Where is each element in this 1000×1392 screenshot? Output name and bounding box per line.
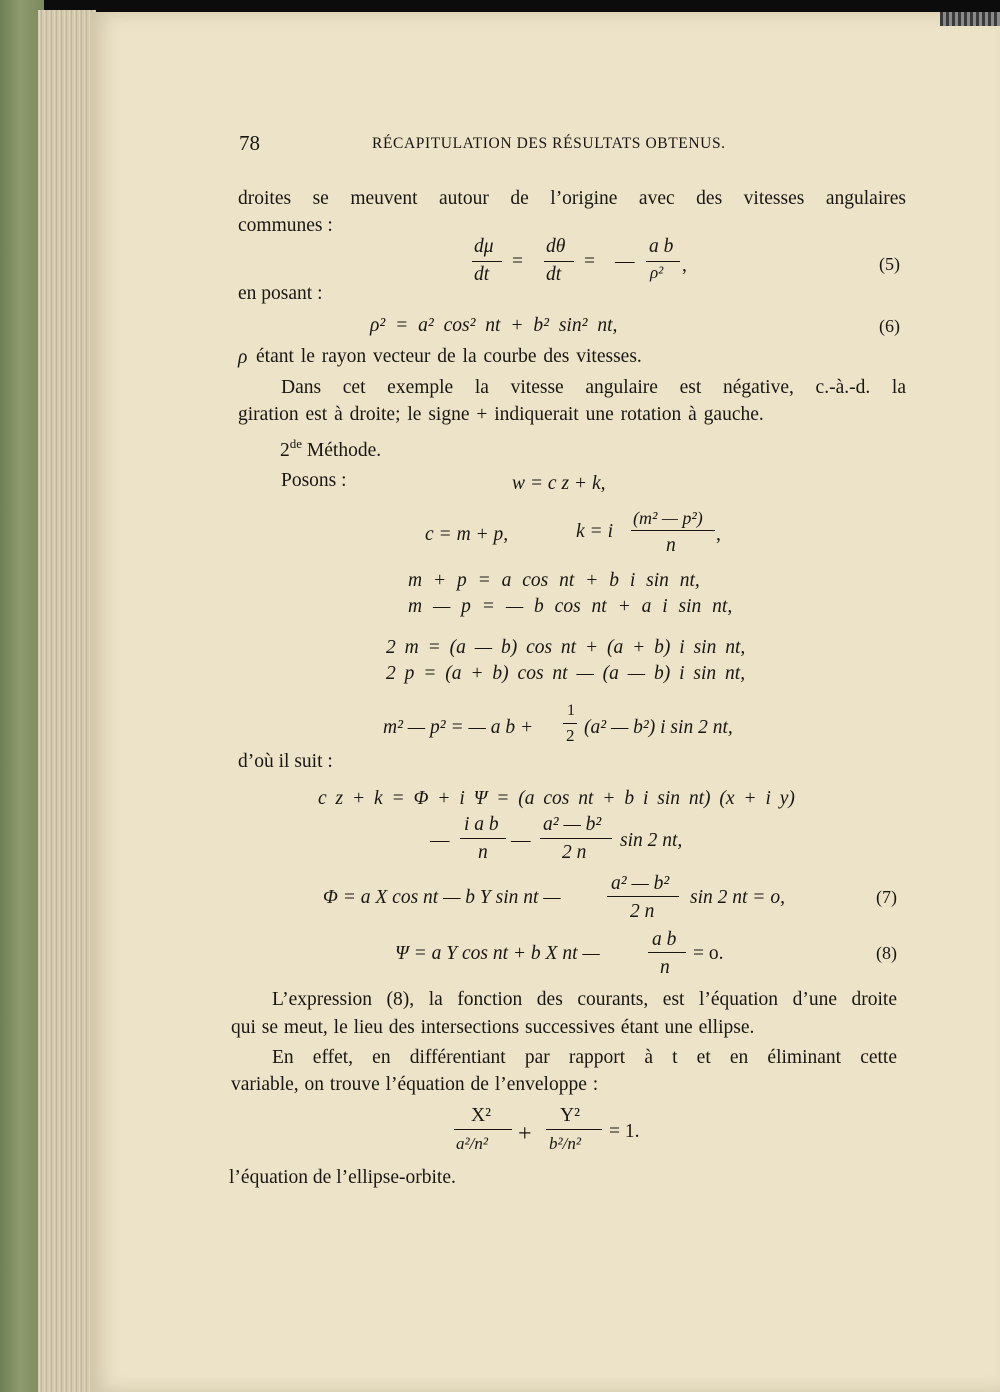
page-edges	[38, 10, 96, 1392]
eq5-bar2	[544, 261, 574, 262]
eq5-eq1: =	[512, 251, 523, 272]
rho-symbol: ρ	[238, 347, 248, 368]
psi-num: a b	[652, 929, 677, 950]
cz-den2: 2 n	[562, 842, 587, 863]
phi-tail: sin 2 nt = o,	[690, 887, 785, 908]
ellipse-tail: = 1.	[609, 1121, 640, 1142]
eq5-num1: dμ	[474, 236, 494, 257]
psi-tail: = o.	[693, 943, 724, 964]
text-line-6: giration est à droite; le signe + indiquerait une rotation à gauche.	[238, 404, 764, 425]
eq8-number: (8)	[876, 943, 897, 963]
eq5-number: (5)	[879, 254, 900, 274]
phi-bar	[607, 896, 679, 897]
psi-lhs: Ψ = a Y cos nt + b X nt —	[395, 943, 600, 964]
ellipse-den1: a²/n²	[456, 1134, 488, 1153]
method-number: 2	[280, 440, 290, 461]
posons-eq3-comma: ,	[716, 524, 721, 545]
m2p2-num: 1	[567, 702, 575, 719]
eq5-bar3	[646, 261, 680, 262]
cz-eq1: c z + k = Φ + i Ψ = (a cos nt + b i sin nt) (x + i y)	[318, 788, 795, 809]
cz-num2: a² — b²	[543, 814, 602, 835]
phi-num: a² — b²	[611, 873, 670, 894]
text-line-1: droites se meuvent autour de l’origine avec des vitesses angulaires	[238, 188, 906, 209]
mp-eq3: 2 m = (a — b) cos nt + (a + b) i sin nt,	[386, 637, 746, 658]
text-line-9: d’où il suit :	[238, 751, 333, 772]
text-line-13: variable, on trouve l’équation de l’enveloppe :	[231, 1074, 599, 1095]
cz-minus1: —	[430, 830, 450, 851]
eq7-number: (7)	[876, 887, 897, 907]
eq5-den1: dt	[474, 264, 490, 285]
eq5-den3: ρ²	[650, 263, 664, 282]
mp-eq1: m + p = a cos nt + b i sin nt,	[408, 570, 700, 591]
psi-den: n	[660, 957, 670, 978]
cz-num1: i a b	[464, 814, 499, 835]
ellipse-bar2	[546, 1129, 602, 1130]
eq5-num2: dθ	[546, 236, 566, 257]
eq5-den2: dt	[546, 264, 562, 285]
m2p2-bar	[563, 723, 577, 724]
text-line-12: En effet, en différentiant par rapport à t et en éliminant cette	[272, 1047, 897, 1068]
text-line-2: communes :	[238, 215, 333, 236]
ellipse-num2: Y²	[560, 1105, 580, 1126]
method-heading	[280, 437, 381, 461]
m2p2-rhs: (a² — b²) i sin 2 nt,	[584, 717, 733, 738]
cz-tail: sin 2 nt,	[620, 830, 683, 851]
posons-eq1: w = c z + k,	[512, 473, 606, 494]
cz-minus2: —	[511, 830, 531, 851]
page-number: 78	[239, 131, 260, 155]
eq5-bar1	[472, 261, 502, 262]
eq5-num3: a b	[649, 236, 674, 257]
text-line-14: l’équation de l’ellipse-orbite.	[229, 1167, 456, 1188]
posons-eq2: c = m + p,	[425, 524, 509, 545]
eq6: ρ² = a² cos² nt + b² sin² nt,	[370, 315, 618, 336]
eq5-minus: —	[615, 251, 635, 272]
posons-eq3-den: n	[666, 535, 676, 556]
cz-bar1	[460, 838, 506, 839]
ellipse-den2: b²/n²	[549, 1134, 581, 1153]
text-line-5: Dans cet exemple la vitesse angulaire est négative, c.-à.-d. la	[281, 377, 906, 398]
m2p2-lhs: m² — p² = — a b +	[383, 717, 534, 738]
text-line-3: en posant :	[238, 283, 323, 304]
phi-lhs: Φ = a X cos nt — b Y sin nt —	[323, 887, 561, 908]
cz-den1: n	[478, 842, 488, 863]
running-title: RÉCAPITULATION DES RÉSULTATS OBTENUS.	[372, 135, 726, 152]
ellipse-num1: X²	[471, 1105, 491, 1126]
posons-eq3-num: (m² — p²)	[633, 508, 703, 528]
mp-eq4: 2 p = (a + b) cos nt — (a — b) i sin nt,	[386, 663, 746, 684]
book-page	[90, 12, 1000, 1392]
eq6-number: (6)	[879, 316, 900, 336]
text-line-8: Posons :	[281, 470, 347, 491]
ellipse-bar1	[454, 1129, 512, 1130]
method-label: Méthode.	[306, 440, 382, 461]
m2p2-den: 2	[566, 726, 575, 745]
phi-den: 2 n	[630, 901, 655, 922]
text-line-11: qui se meut, le lieu des intersections successives étant une ellipse.	[231, 1017, 755, 1038]
psi-bar	[648, 952, 686, 953]
ellipse-plus: +	[518, 1121, 532, 1147]
posons-eq3-bar	[631, 530, 715, 531]
text-line-10: L’expression (8), la fonction des courants, est l’équation d’une droite	[272, 989, 897, 1010]
method-superscript: de	[289, 436, 303, 451]
mp-eq2: m — p = — b cos nt + a i sin nt,	[408, 596, 733, 617]
posons-eq3-lhs: k = i	[576, 521, 613, 542]
color-target-strip	[940, 12, 1000, 26]
cz-bar2	[540, 838, 612, 839]
eq5-eq2: =	[584, 251, 595, 272]
eq5-comma: ,	[682, 255, 687, 276]
text-line-4: étant le rayon vecteur de la courbe des vitesses.	[256, 346, 642, 367]
